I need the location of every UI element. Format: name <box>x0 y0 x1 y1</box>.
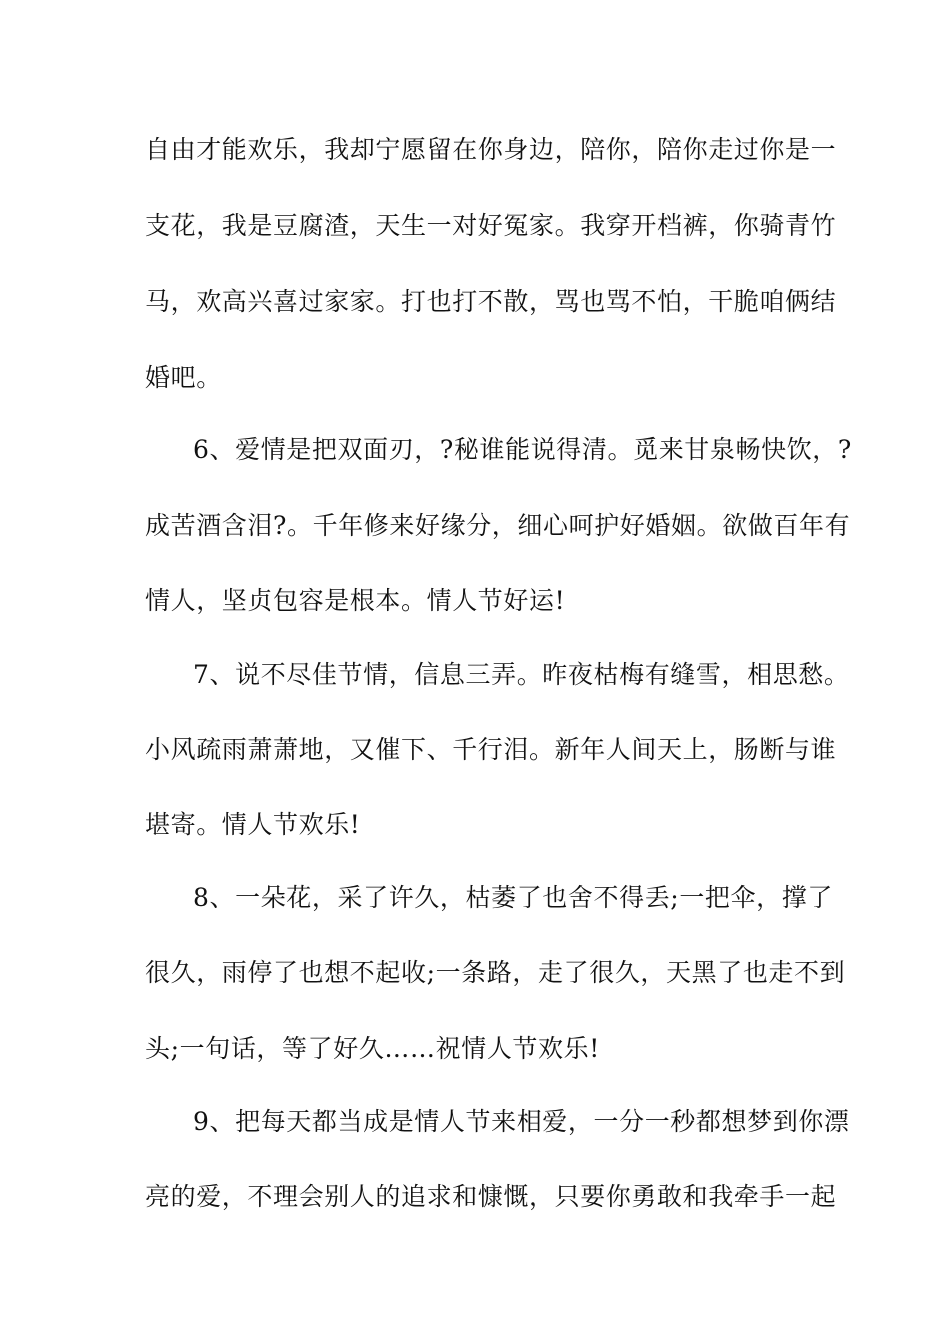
text-line: 马，欢高兴喜过家家。打也打不散，骂也骂不怕，干脆咱俩结 <box>145 287 837 316</box>
paragraph-9-start: 9、把每天都当成是情人节来相爱，一分一秒都想梦到你漂 <box>193 1107 850 1136</box>
text-line: 堪寄。情人节欢乐! <box>145 810 361 839</box>
text-line: 成苦酒含泪?。千年修来好缘分，细心呵护好婚姻。欲做百年有 <box>145 511 851 540</box>
paragraph-7-start: 7、说不尽佳节情，信息三弄。昨夜枯梅有缝雪，相思愁。 <box>193 660 850 689</box>
text-line: 情人，坚贞包容是根本。情人节好运! <box>145 586 566 615</box>
text-line: 头;一句话，等了好久……祝情人节欢乐! <box>145 1034 600 1063</box>
text-line: 自由才能欢乐，我却宁愿留在你身边，陪你，陪你走过你是一 <box>145 135 837 164</box>
text-line: 小风疏雨萧萧地，又催下、千行泪。新年人间天上，肠断与谁 <box>145 735 837 764</box>
text-line: 婚吧。 <box>145 363 222 392</box>
paragraph-6-start: 6、爱情是把双面刃，?秘谁能说得清。觅来甘泉畅快饮，? <box>193 435 852 464</box>
text-line: 很久，雨停了也想不起收;一条路，走了很久，天黑了也走不到 <box>145 958 846 987</box>
paragraph-8-start: 8、一朵花，采了许久，枯萎了也舍不得丢;一把伞，撑了 <box>193 883 833 912</box>
text-line: 亮的爱，不理会别人的追求和慷慨，只要你勇敢和我牵手一起 <box>145 1182 837 1211</box>
text-line: 支花，我是豆腐渣，天生一对好冤家。我穿开档裤，你骑青竹 <box>145 211 837 240</box>
